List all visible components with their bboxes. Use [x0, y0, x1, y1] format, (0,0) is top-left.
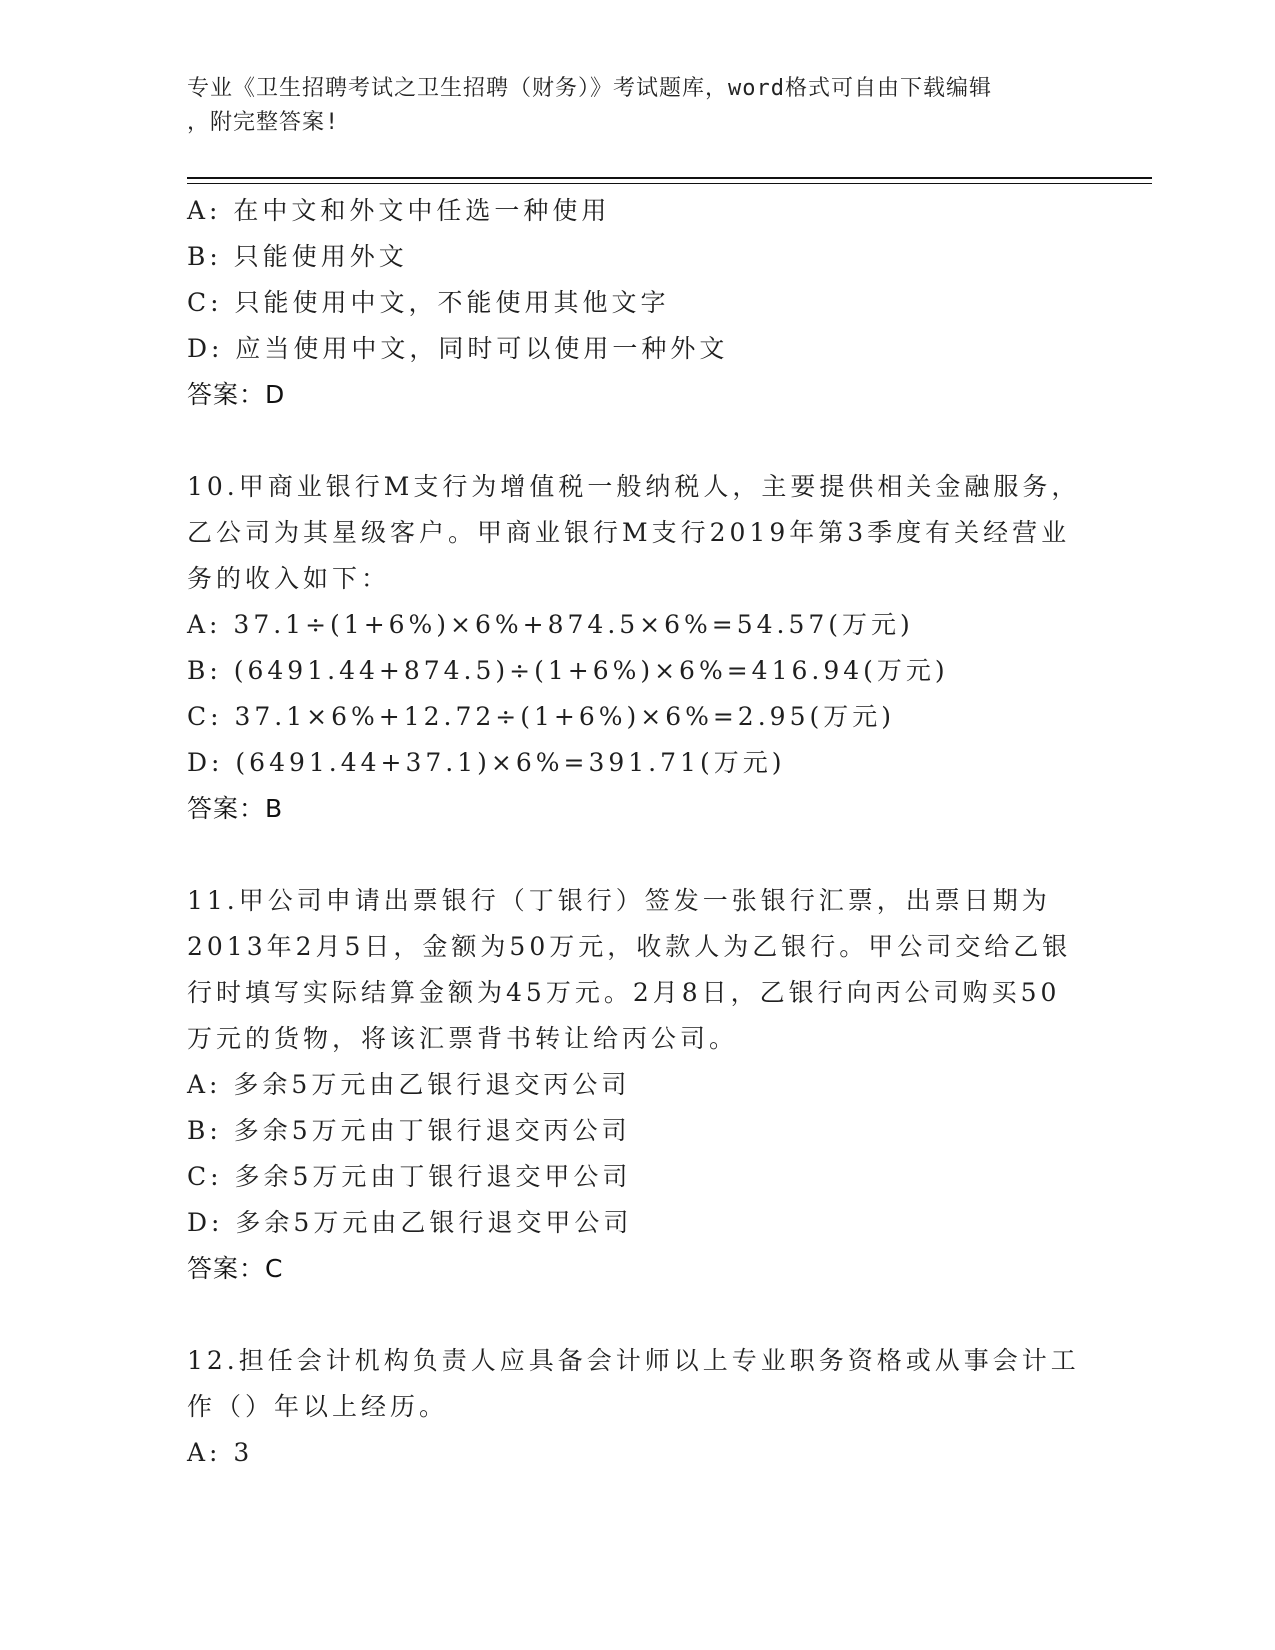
header-line-1: 专业《卫生招聘考试之卫生招聘（财务）》考试题库，word格式可自由下载编辑: [187, 76, 992, 101]
q12-stem-line-1: 12.担任会计机构负责人应具备会计师以上专业职务资格或从事会计工: [187, 1346, 1080, 1375]
q11-answer: 答案：C: [187, 1254, 284, 1283]
header-rule-thin: [187, 183, 1152, 184]
q11-option-c: C: 多余5万元由丁银行退交甲公司: [187, 1162, 632, 1191]
q10-answer: 答案：B: [187, 794, 284, 823]
q11-stem-line-3: 行时填写实际结算金额为45万元。2月8日，乙银行向丙公司购买50: [187, 978, 1061, 1007]
q11-option-d: D: 多余5万元由乙银行退交甲公司: [187, 1208, 633, 1237]
q12-stem-line-2: 作（）年以上经历。: [187, 1392, 449, 1421]
page-header: [187, 72, 1087, 140]
q11-option-b: B: 多余5万元由丁银行退交丙公司: [187, 1116, 631, 1145]
q10-option-a: A: 37.1÷(1+6%)×6%+874.5×6%=54.57(万元): [187, 610, 914, 639]
header-line-2: ，附完整答案!: [187, 110, 340, 135]
q11-stem-line-1: 11.甲公司申请出票银行（丁银行）签发一张银行汇票，出票日期为: [187, 886, 1051, 915]
q11-stem-line-4: 万元的货物，将该汇票背书转让给丙公司。: [187, 1024, 739, 1053]
q9-answer: 答案：D: [187, 380, 286, 409]
question-12: [187, 1338, 1087, 1476]
q10-option-c: C: 37.1×6%+12.72÷(1+6%)×6%=2.95(万元): [187, 702, 895, 731]
q11-stem-line-2: 2013年2月5日，金额为50万元，收款人为乙银行。甲公司交给乙银: [187, 932, 1072, 961]
q10-stem-line-2: 乙公司为其星级客户。甲商业银行M支行2019年第3季度有关经营业: [187, 518, 1071, 547]
q9-option-d: D: 应当使用中文，同时可以使用一种外文: [187, 334, 729, 363]
q11-option-a: A: 多余5万元由乙银行退交丙公司: [187, 1070, 631, 1099]
q12-option-a: A: 3: [187, 1438, 254, 1467]
header-rule-thick: [187, 177, 1152, 179]
q9-option-b: B: 只能使用外文: [187, 242, 408, 271]
q10-option-d: D: (6491.44+37.1)×6%=391.71(万元): [187, 748, 786, 777]
question-list: [187, 188, 1087, 1476]
question-11: [187, 878, 1087, 1292]
q9-option-c: C: 只能使用中文，不能使用其他文字: [187, 288, 670, 317]
q10-option-b: B: (6491.44+874.5)÷(1+6%)×6%=416.94(万元): [187, 656, 949, 685]
spacer: [187, 1292, 1087, 1338]
spacer: [187, 832, 1087, 878]
question-9: [187, 188, 1087, 418]
q10-stem-line-1: 10.甲商业银行M支行为增值税一般纳税人，主要提供相关金融服务，: [187, 472, 1081, 501]
q10-stem-line-3: 务的收入如下：: [187, 564, 391, 593]
question-10: [187, 464, 1087, 832]
q9-option-a: A: 在中文和外文中任选一种使用: [187, 196, 611, 225]
spacer: [187, 418, 1087, 464]
